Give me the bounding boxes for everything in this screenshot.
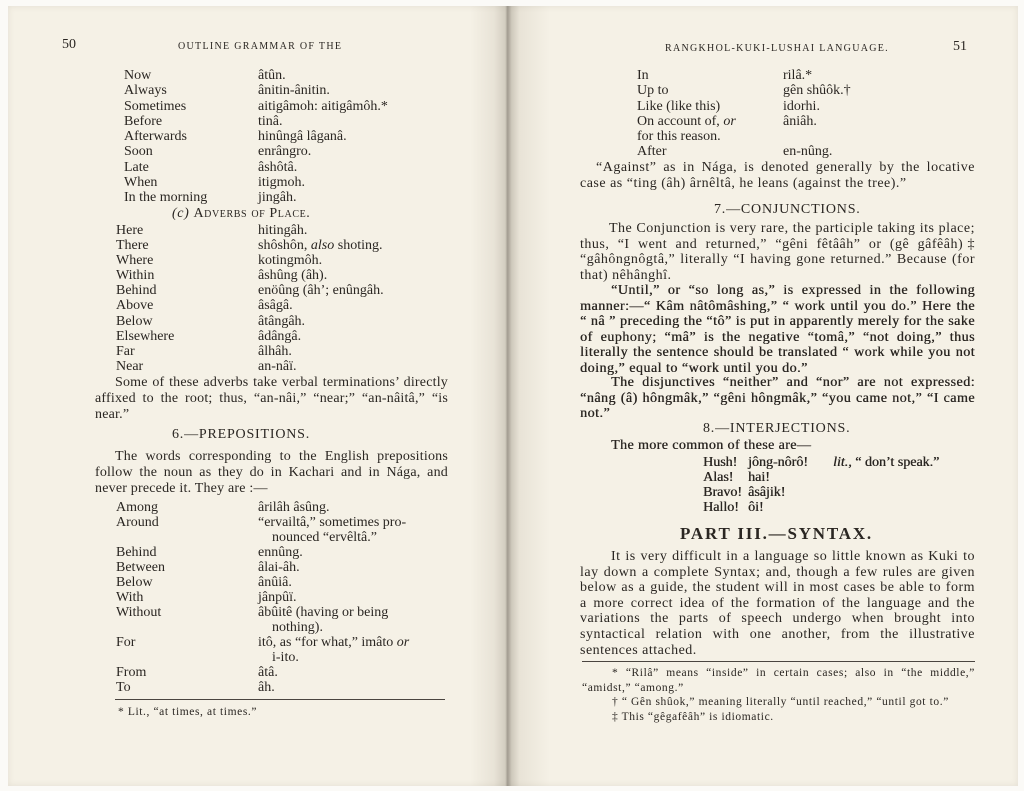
- kuki-term: kotingmôh.: [258, 253, 323, 269]
- english-term: There: [116, 238, 149, 254]
- english-term: In: [637, 68, 649, 83]
- prepositions-heading: 6.—PREPOSITIONS.: [172, 427, 311, 442]
- kuki-term: ennûng.: [258, 545, 303, 560]
- english-term: Behind: [116, 283, 157, 299]
- english-term: For: [116, 635, 136, 650]
- kuki-term: ânitin-ânitin.: [258, 83, 330, 99]
- english-term: Among: [116, 500, 158, 515]
- english-term: After: [637, 144, 667, 160]
- kuki-term: hitingâh.: [258, 223, 308, 238]
- adverb-note: Some of these adverbs take verbal terminations’ directly affixed to the root; thus, “an-nâi,” “near;” “an-nâitâ,” “is near.”: [95, 375, 448, 422]
- english-term: Soon: [124, 144, 153, 160]
- kuki-term: âlai-âh.: [258, 560, 300, 575]
- kuki-term: shôshôn, also shoting.: [258, 238, 383, 254]
- kuki-term: âshôtâ.: [258, 159, 298, 175]
- kuki-term: hinûngâ lâganâ.: [258, 129, 347, 144]
- english-term: Now: [124, 68, 152, 83]
- place-adverbs-heading: [172, 206, 310, 221]
- english-term: In the morning: [124, 190, 208, 205]
- kuki-term: en-nûng.: [783, 144, 833, 160]
- right-page: [512, 0, 1024, 791]
- english-term: for this reason.: [637, 129, 721, 145]
- footnote: ‡ This “gêgafêâh” is idiomatic.: [612, 710, 774, 723]
- english-term: Near: [116, 358, 144, 374]
- english-term: From: [116, 665, 147, 680]
- english-term: Sometimes: [124, 98, 187, 114]
- footnotes: [582, 666, 975, 724]
- english-term: Up to: [637, 83, 669, 99]
- english-term: Always: [124, 83, 167, 99]
- kuki-term: âdângâ.: [258, 328, 302, 344]
- kuki-term: âtâ.: [258, 665, 278, 680]
- english-term: Far: [116, 343, 135, 359]
- english-term: Alas!: [703, 470, 734, 485]
- conjunctions-paragraph: The disjunctives “neither” and “nor” are not expressed: “nâng (â) hôngmâk,” “gêni hôngmâk,” “you came not,” “I came not.”: [580, 375, 975, 422]
- kuki-term: enöûng (âh’; enûngâh.: [258, 283, 384, 299]
- kuki-term-continued: i-ito.: [272, 650, 299, 665]
- kuki-term: itigmoh.: [258, 174, 306, 190]
- kuki-term: jânpûï.: [258, 590, 297, 605]
- english-term: Elsewhere: [116, 328, 175, 344]
- kuki-term: âh.: [258, 680, 275, 695]
- english-term: Without: [116, 605, 162, 620]
- kuki-term: jông-nôrô!: [748, 455, 808, 470]
- english-term: Between: [116, 560, 165, 575]
- english-term: With: [116, 590, 144, 605]
- kuki-term-continued: nounced “ervêltâ.”: [272, 530, 377, 545]
- page-number: 51: [953, 39, 967, 54]
- kuki-term: an-nâï.: [258, 358, 297, 374]
- footnote-rule: [582, 661, 975, 662]
- kuki-term: enrângro.: [258, 144, 312, 160]
- kuki-term: âniâh.: [783, 113, 817, 129]
- conjunctions-paragraph: “Until,” or “so long as,” is expressed in the following manner:—“ Kâm nâtômâshing,” “ work until you do.” Here the “ nâ ” preceding the “tô” is put in apparently merely for the sake of euphony; “mâ” is the negative “tomâ,” “not doing,” thus literally the sentence should be translated “ work while you not doing,” equal to “work until you do.”: [580, 283, 975, 376]
- kuki-term: âshûng (âh).: [258, 268, 328, 284]
- running-head: RANGKHOL-KUKI-LUSHAI LANGUAGE.: [665, 43, 889, 54]
- kuki-term-continued: nothing).: [272, 620, 323, 635]
- italic-text: or: [396, 635, 410, 650]
- kuki-term: âbûitê (having or being: [258, 605, 389, 620]
- footnote: † “ Gên shûok,” meaning literally “until reached,” “until got to.”: [612, 696, 949, 708]
- english-term: Where: [116, 253, 154, 269]
- kuki-term: âlhâh.: [258, 343, 292, 359]
- kuki-term: idorhi.: [783, 98, 820, 114]
- kuki-term: hai!: [748, 470, 770, 485]
- conjunctions-paragraph: The Conjunction is very rare, the participle taking its place; thus, “I went and returned,” “gêni fêtââh” or (gê gâfêâh)‡ “gâhôngnôgtâ,” literally “I having gone returned.” Because (for that) nêhânghî.: [580, 221, 975, 283]
- kuki-term: “ervailtâ,” sometimes pro-: [258, 515, 407, 530]
- kuki-term: tinâ.: [258, 113, 283, 129]
- english-term: Below: [116, 575, 153, 590]
- heading-label: (c): [172, 206, 190, 221]
- footnote: * “Rilâ” means “inside” in certain cases; also in “the middle,” “amidst,” “among.”: [582, 667, 975, 694]
- part-heading: PART III.—SYNTAX.: [680, 524, 873, 543]
- kuki-term: jingâh.: [258, 190, 297, 205]
- syntax-intro: It is very difficult in a language so little known as Kuki to lay down a complete Syntax; and, though a few rules are given below as a guide, the student will in most cases be able to form a more correct idea of the formation of the language and the variations the parts of speech undergo when brought into syntactical relation with one another, from the illustrative sentences attached.: [580, 549, 975, 658]
- kuki-term: itô, as “for what,” imâto or: [258, 635, 410, 650]
- italic-text: also: [310, 238, 335, 254]
- english-term: To: [116, 680, 131, 695]
- kuki-term: ânûiâ.: [258, 575, 292, 590]
- interjections-intro: The more common of these are—: [611, 438, 812, 453]
- footnote: * Lit., “at times, at times.”: [118, 706, 258, 718]
- kuki-term: gên shûôk.†: [783, 83, 851, 99]
- english-term: Above: [116, 298, 154, 314]
- english-term: Like (like this): [637, 98, 721, 114]
- english-term: Hush!: [703, 455, 738, 470]
- prepositions-intro: The words corresponding to the English prepositions follow the noun as they do in Kachari and in Nága, and never precede it. They are :—: [95, 449, 448, 496]
- page-number: 50: [62, 37, 76, 52]
- english-term: Here: [116, 223, 144, 238]
- kuki-term: âsâjik!: [748, 485, 786, 500]
- english-term: On account of, or: [637, 113, 736, 129]
- english-term: When: [124, 174, 158, 190]
- kuki-term: âtûn.: [258, 68, 286, 83]
- interjection-note: lit., “ don’t speak.”: [833, 455, 940, 470]
- english-term: Bravo!: [703, 485, 742, 500]
- against-note: “Against” as in Nága, is denoted generally by the locative case as “ting (âh) ârnêltâ, he leans (against the tree).”: [580, 160, 975, 191]
- english-term: Within: [116, 268, 155, 284]
- english-term: Afterwards: [124, 129, 187, 144]
- english-term: Late: [124, 159, 149, 175]
- english-term: Below: [116, 313, 153, 329]
- english-term: Hallo!: [703, 500, 739, 515]
- interjections-heading: 8.—INTERJECTIONS.: [703, 421, 851, 436]
- kuki-term: âsâgâ.: [258, 298, 293, 314]
- english-term: Behind: [116, 545, 157, 560]
- kuki-term: ârilâh âsûng.: [258, 500, 330, 515]
- kuki-term: aitigâmoh: aitigâmôh.*: [258, 98, 388, 114]
- kuki-term: ôi!: [748, 500, 764, 515]
- italic-text: or: [723, 113, 736, 129]
- footnote-rule: [115, 699, 445, 700]
- running-head: OUTLINE GRAMMAR OF THE: [178, 41, 343, 52]
- kuki-term: rilâ.*: [783, 68, 813, 83]
- kuki-term: âtângâh.: [258, 313, 306, 329]
- english-term: Before: [124, 113, 163, 129]
- conjunctions-heading: 7.—CONJUNCTIONS.: [714, 202, 861, 217]
- italic-text: lit.,: [833, 455, 852, 470]
- heading-title: Adverbs of Place.: [193, 206, 311, 221]
- english-term: Around: [116, 515, 159, 530]
